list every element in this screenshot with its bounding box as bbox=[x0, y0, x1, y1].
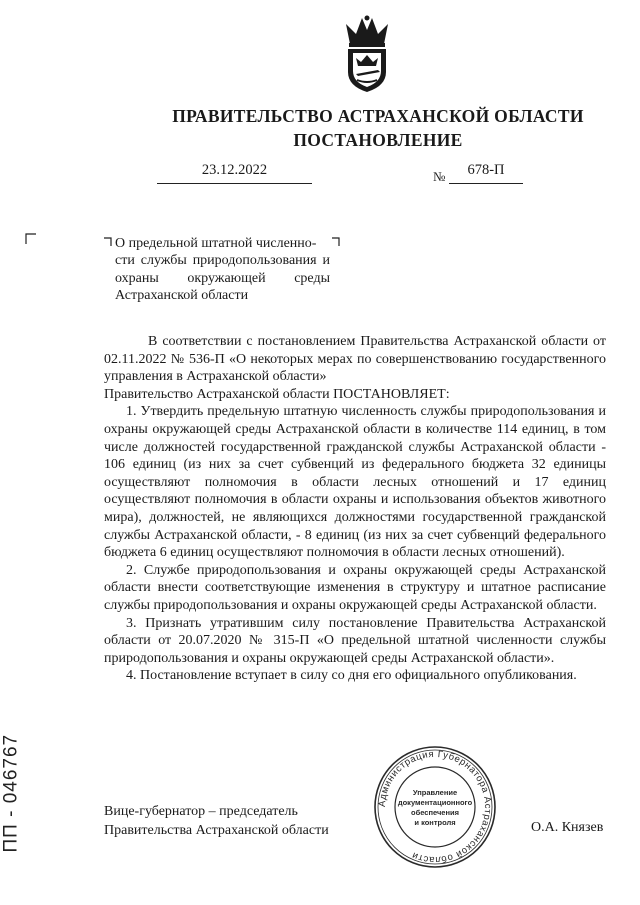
signatory-title bbox=[104, 802, 329, 840]
subject-line-2: сти службы природопользования и охраны окружающей среды Астраханской области bbox=[115, 253, 330, 304]
bracket-corner-subject-right bbox=[331, 237, 341, 251]
number-underline bbox=[449, 183, 523, 184]
signatory-title-line-2: Правительства Астраханской области bbox=[104, 823, 329, 838]
corner-mark-icon bbox=[25, 233, 37, 245]
stamp-center-line-1: Управление bbox=[412, 788, 458, 797]
stamp-center-line-3: обеспечения bbox=[410, 808, 460, 817]
paragraph-3: 3. Признать утратившим силу постановление Правительства Астраханской области от 20.07.2020 № 315-П «О предельной штатной численности службы природопользования и охраны окружающей среды Астраханской области». bbox=[104, 615, 606, 666]
document-number: 678-П bbox=[467, 162, 505, 178]
organization-name: ПРАВИТЕЛЬСТВО АСТРАХАНСКОЙ ОБЛАСТИ bbox=[172, 106, 584, 126]
corner-mark-icon bbox=[103, 237, 113, 247]
paragraph-2: 2. Службе природопользования и охраны окружающей среды Астраханской области внести соответствующие изменения в структуру и штатное расписание службы природопользования и охраны окружающей среды Астраханской области. bbox=[104, 562, 606, 613]
date-underline bbox=[157, 183, 312, 184]
document-type: ПОСТАНОВЛЕНИЕ bbox=[293, 130, 463, 150]
bracket-corner-subject-left bbox=[103, 237, 113, 251]
document-body bbox=[104, 333, 606, 685]
corner-mark-icon bbox=[331, 237, 341, 247]
svg-text:Администрация Губернатора Астр bbox=[377, 749, 493, 865]
stamp-center-line-4: и контроля bbox=[414, 818, 456, 827]
document-subject bbox=[115, 235, 330, 305]
decree-line: Правительство Астраханской области ПОСТАНОВЛЯЕТ: bbox=[104, 386, 450, 402]
signatory-name: О.А. Князев bbox=[531, 820, 604, 835]
paragraph-1: 1. Утвердить предельную штатную численность службы природопользования и охраны окружающей среды Астраханской области в количестве 114 единиц, в том числе должностей государственной гражданской службы Астраханской области - 106 единиц (из них за счет субвенций из федерального бюджета 32 единицы осуществляют полномочия в области лесных отношений и 17 единиц осуществляют полномочия в области охраны и использования объектов животного мира), должностей, не являющихся должностями государственной гражданской службы Астраханской области, - 8 единиц (из них за счет субвенций федерального бюджета 6 единиц осуществляют полномочия в области лесных отношений). bbox=[104, 404, 606, 561]
subject-line-1: О предельной штатной численно- bbox=[115, 236, 317, 251]
bracket-corner-left bbox=[25, 233, 37, 249]
serial-number: ПП - 046767 bbox=[0, 733, 22, 853]
stamp-center-line-2: документационного bbox=[397, 798, 473, 807]
paragraph-4: 4. Постановление вступает в силу со дня его официального опубликования. bbox=[126, 668, 577, 684]
coat-of-arms-emblem bbox=[336, 14, 398, 94]
signatory-title-line-1: Вице-губернатор – председатель bbox=[104, 804, 298, 819]
number-sign: № bbox=[433, 169, 446, 184]
stamp-ring-text: Администрация Губернатора Астраханской области bbox=[376, 748, 494, 866]
official-stamp bbox=[373, 745, 497, 869]
intro-paragraph: В соответствии с постановлением Правительства Астраханской области от 02.11.2022 № 536-П «О некоторых мерах по совершенствованию государственного управления в Астраханской области» bbox=[104, 334, 606, 385]
document-date: 23.12.2022 bbox=[201, 162, 268, 178]
